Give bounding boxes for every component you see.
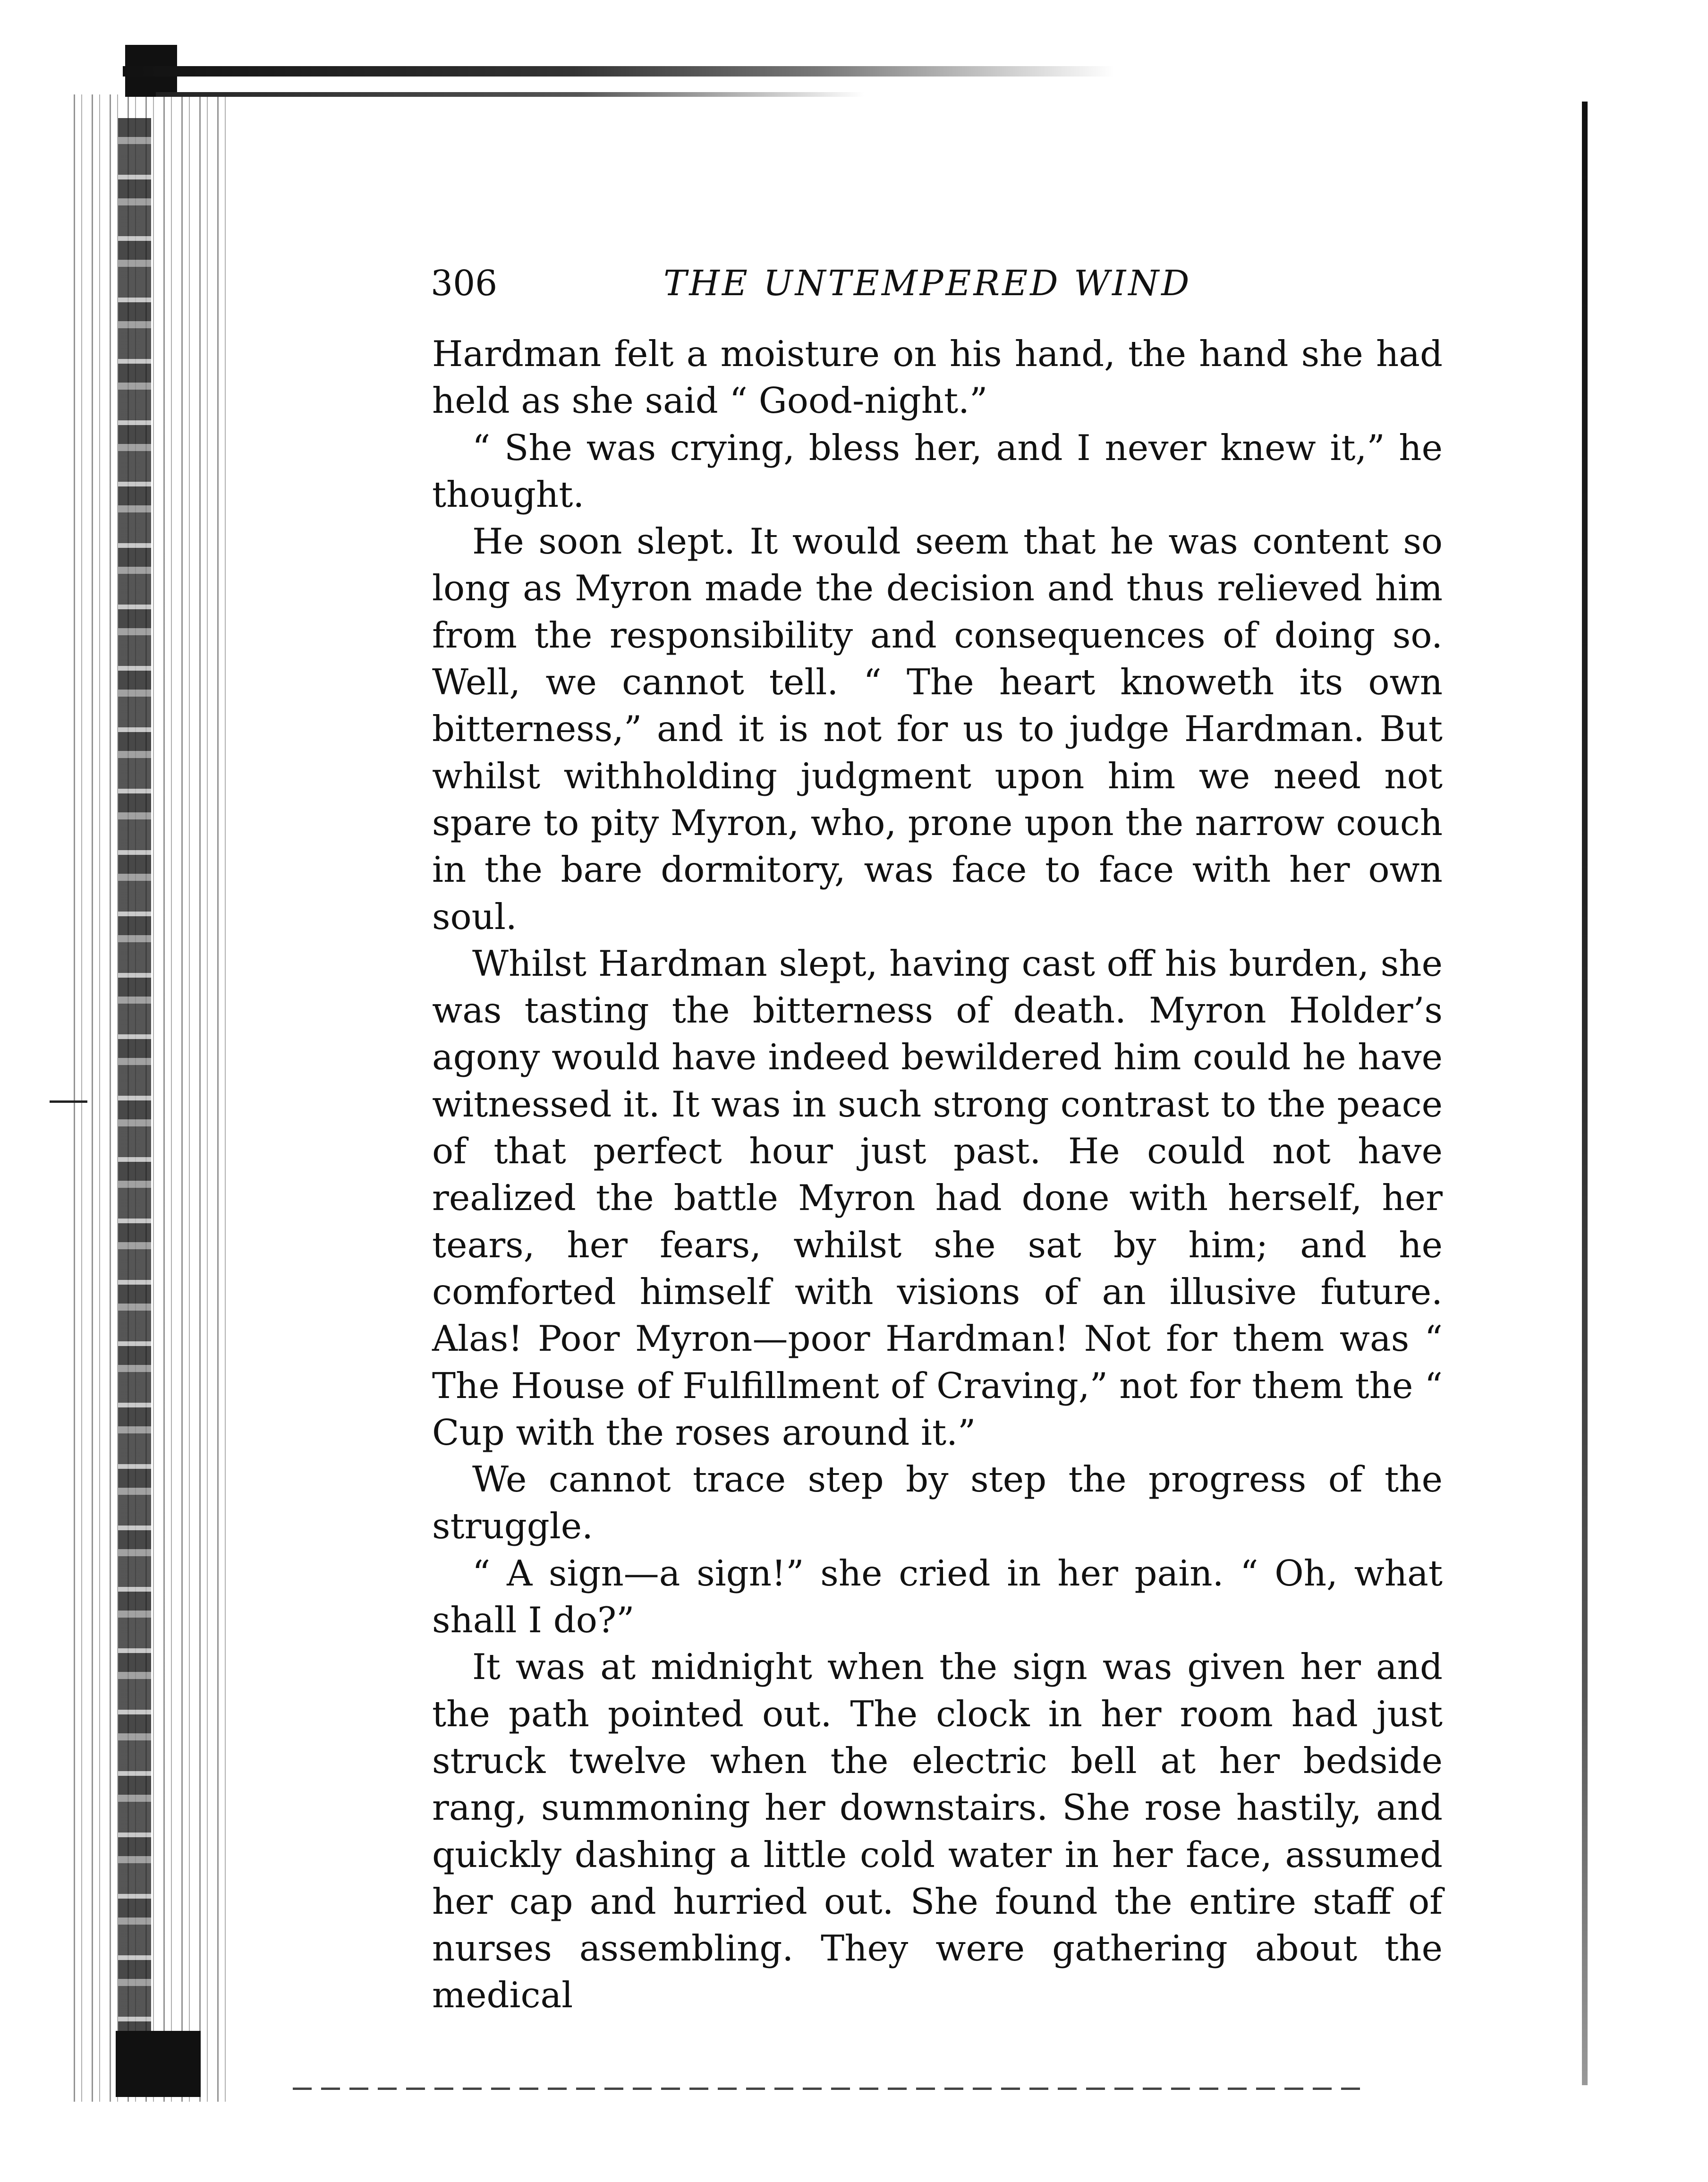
paragraph: We cannot trace step by step the progress of the struggle. bbox=[432, 1458, 1443, 1547]
paragraph: “ A sign—a sign!” she cried in her pain. “ Oh, what shall I do?” bbox=[432, 1552, 1443, 1641]
scan-right-rule bbox=[1582, 102, 1588, 2085]
paragraph: Hardman felt a moisture on his hand, the hand she had held as she said “ Good-night.” bbox=[432, 333, 1443, 422]
paragraph: It was at midnight when the sign was given her and the path pointed out. The clock in her room had just struck twelve when the electric bell at her bedside rang, summoning her downstairs. She rose hastily, and quickly dashing a little cold water in her face, assumed her cap and hurried out. She found the entire staff of nurses assembling. They were gathering about the medical bbox=[432, 1646, 1443, 2016]
page-number: 306 bbox=[431, 263, 498, 304]
scan-top-rule bbox=[123, 66, 1114, 77]
paragraph: Whilst Hardman slept, having cast off his burden, she was tasting the bitterness of death. Myron Holder’s agony would have indeed bewildered him could he have witnessed it. It was in such strong contrast to the peace of that perfect hour just past. He could not have realized the battle Myron had done with herself, her tears, her fears, whilst she sat by him; and he comforted himself with visions of an illusive future. Alas! Poor Myron—poor Hardman! Not for them was “ The House of Fulfillment of Craving,” not for them the “ Cup with the roses around it.” bbox=[432, 942, 1443, 1453]
scan-bottom-rule bbox=[293, 2088, 1369, 2090]
paragraph: He soon slept. It would seem that he was content so long as Myron made the decision and thus relieved him from the responsibility and consequences of doing so. Well, we cannot tell. “ The heart knoweth its own bitterness,” and it is not for us to judge Hardman. But whilst withholding judgment upon him we need not spare to pity Myron, who, prone upon the narrow couch in the bare dormitory, was face to face with her own soul. bbox=[432, 520, 1443, 938]
scan-bottom-mark bbox=[116, 2031, 201, 2097]
scan-top-rule-secondary bbox=[156, 92, 864, 97]
paragraph: “ She was crying, bless her, and I never knew it,” he thought. bbox=[432, 426, 1443, 515]
scan-edge-tick bbox=[50, 1100, 87, 1103]
running-title: THE UNTEMPERED WIND bbox=[663, 263, 1192, 304]
page-body bbox=[432, 331, 1443, 2019]
scan-binding-edge bbox=[118, 118, 151, 2078]
